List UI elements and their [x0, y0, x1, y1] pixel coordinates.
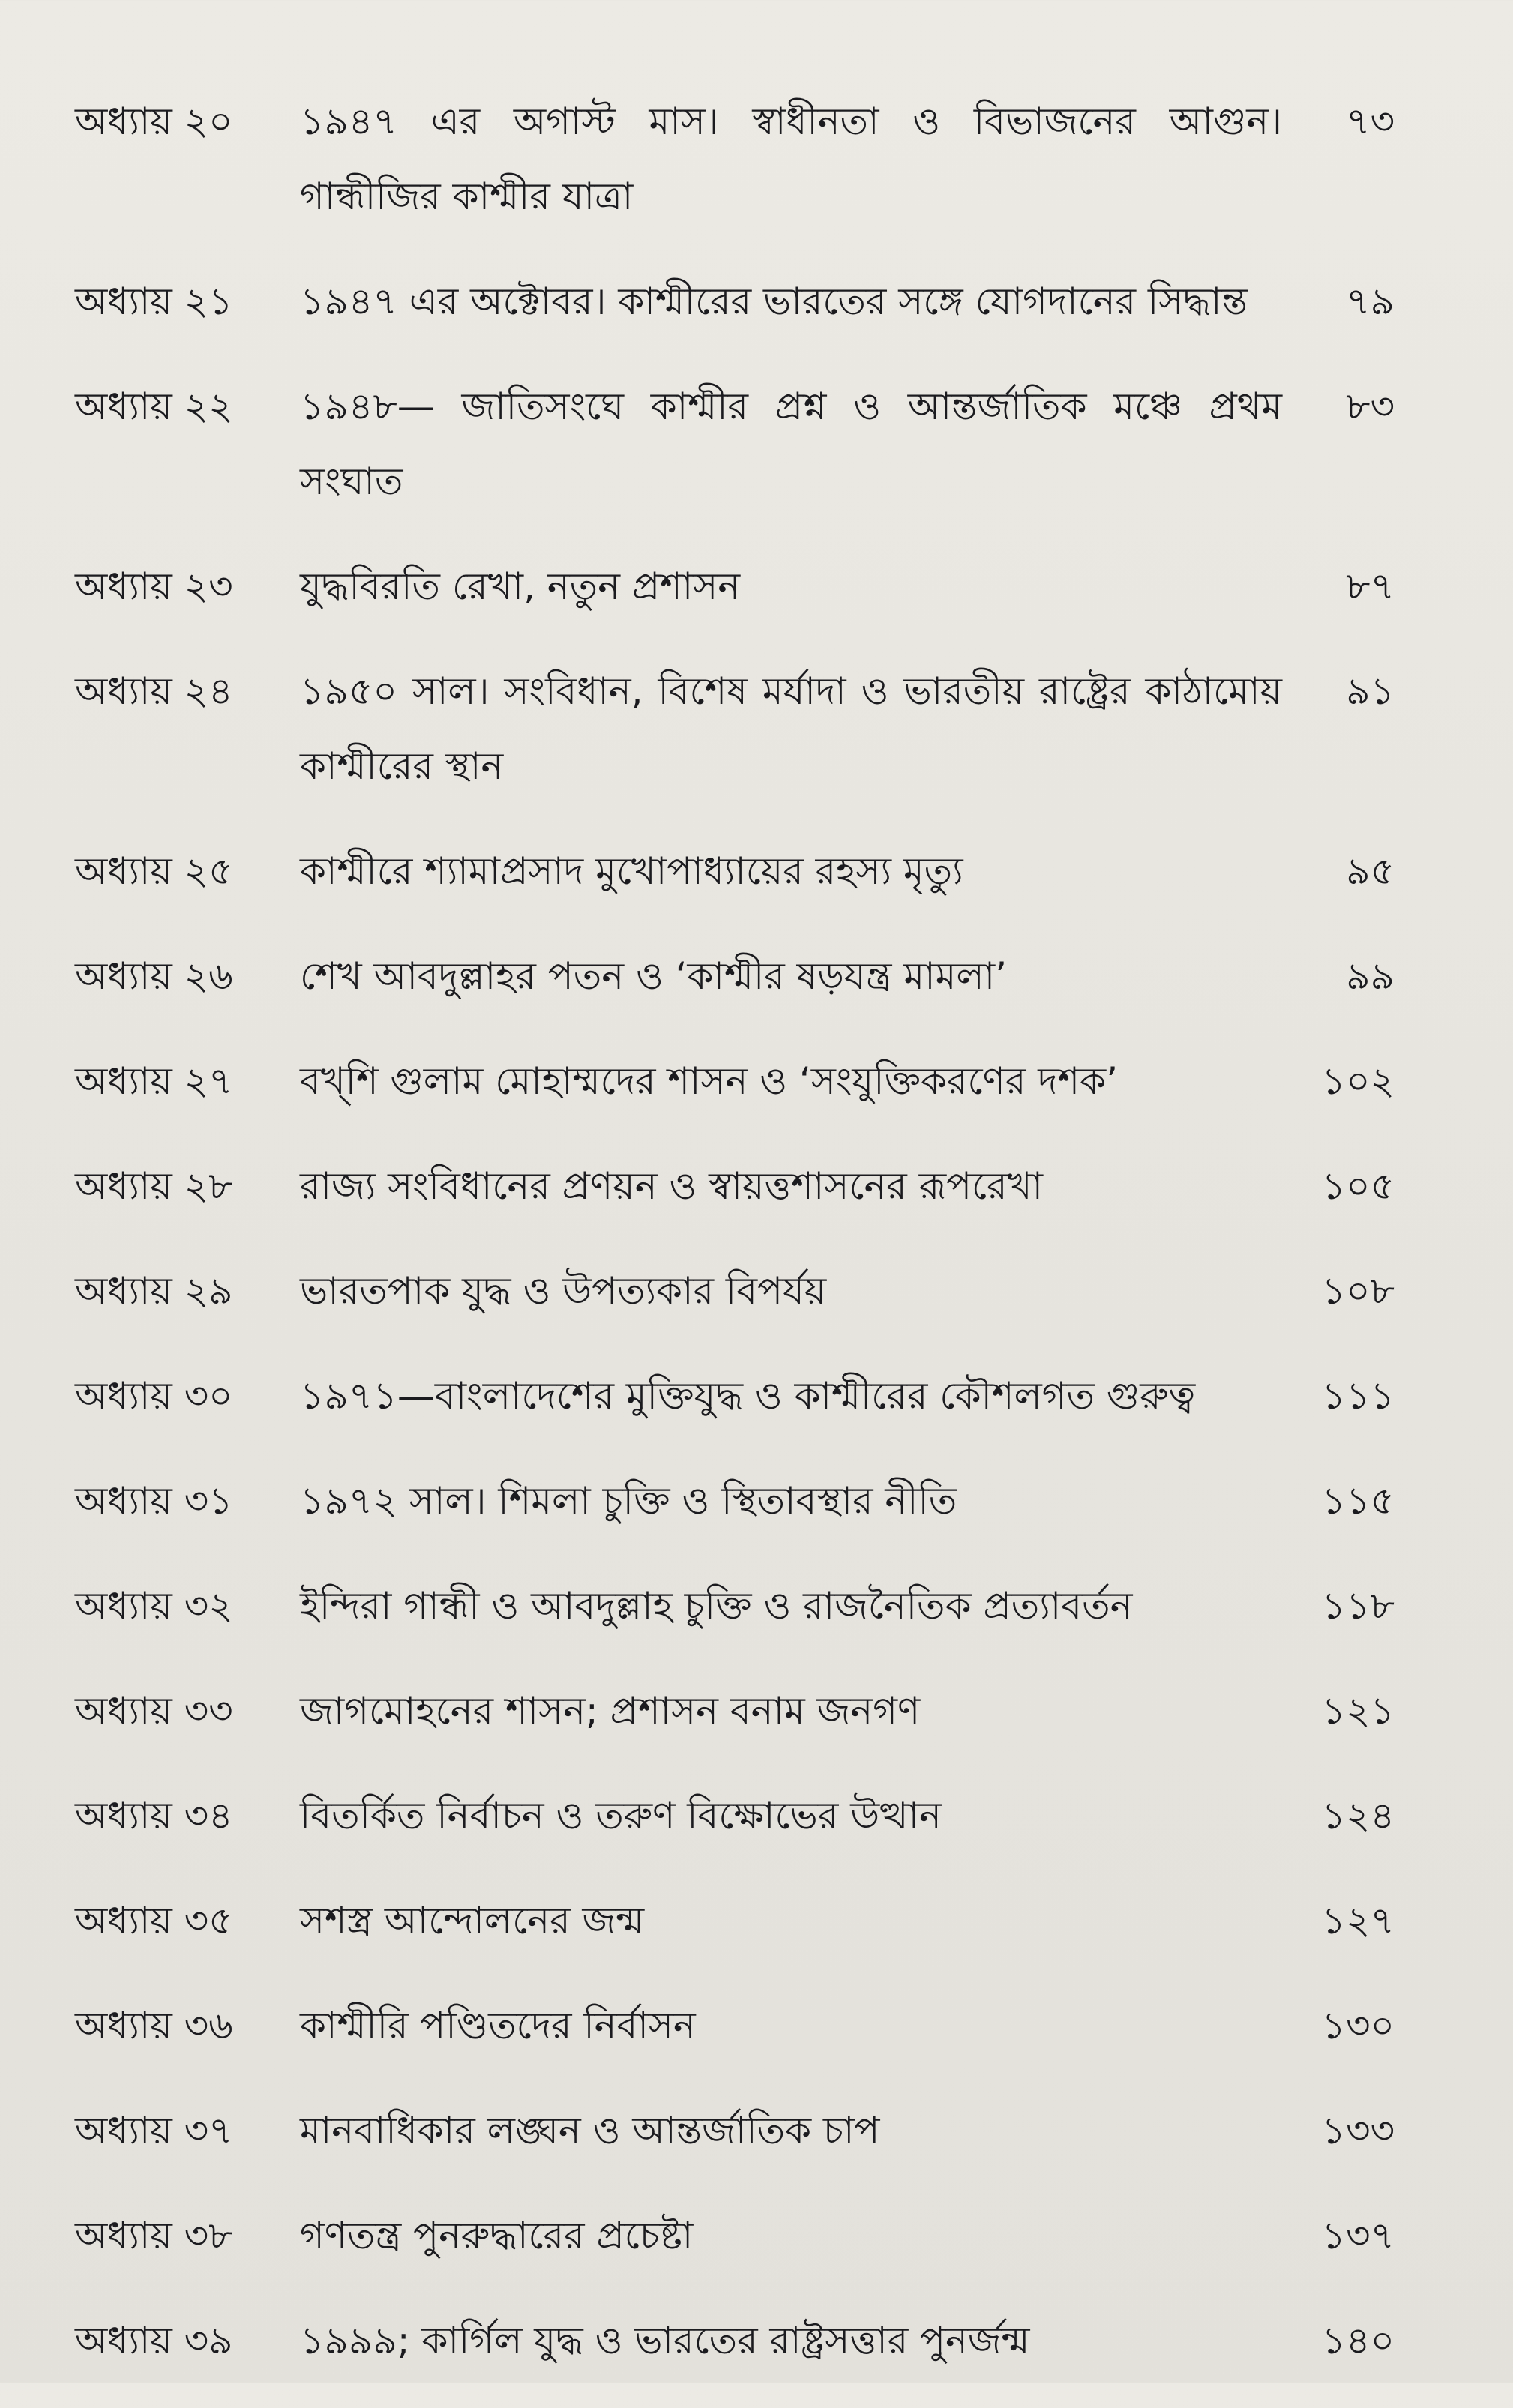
- chapter-number: অধ্যায় ৩৭: [75, 2109, 233, 2152]
- page-number: ৯১: [1346, 669, 1395, 713]
- chapter-number: অধ্যায় ২৪: [75, 669, 233, 713]
- toc-entry: [75, 1883, 1395, 1958]
- page-number: ১৩৭: [1321, 2214, 1395, 2257]
- toc-entry: [75, 264, 1395, 339]
- page-number: ১২৭: [1321, 1899, 1395, 1942]
- toc-entry: [75, 1253, 1395, 1328]
- chapter-number: অধ্যায় ২২: [75, 385, 233, 428]
- chapter-number: অধ্যায় ৩০: [75, 1374, 233, 1418]
- chapter-number: অধ্যায় ৩১: [75, 1479, 233, 1523]
- chapter-title: জাগমোহনের শাসন; প্রশাসন বনাম জনগণ: [300, 1689, 921, 1733]
- chapter-number: অধ্যায় ৩৬: [75, 2004, 233, 2047]
- chapter-number: অধ্যায় ২১: [75, 280, 233, 323]
- page-number: ৮৭: [1346, 565, 1395, 608]
- chapter-title: কাশ্মীরি পণ্ডিতদের নির্বাসন: [300, 2004, 696, 2047]
- page-number: ১০৫: [1321, 1164, 1395, 1208]
- toc-entry: [75, 1778, 1395, 1853]
- page-number: ৮৩: [1346, 385, 1395, 428]
- toc-entry: [75, 84, 1395, 234]
- page-number: ১৩০: [1321, 2004, 1395, 2047]
- toc-entry: [75, 1149, 1395, 1223]
- chapter-title: বিতর্কিত নির্বাচন ও তরুণ বিক্ষোভের উত্থান: [300, 1794, 942, 1837]
- chapter-title: গণতন্ত্র পুনরুদ্ধারের প্রচেষ্টা: [300, 2214, 694, 2257]
- chapter-number: অধ্যায় ৩৪: [75, 1794, 233, 1837]
- chapter-title: ১৯৪৭ এর অগাস্ট মাস। স্বাধীনতা ও বিভাজনের আগুন। গান্ধীজির কাশ্মীর যাত্রা: [300, 100, 1282, 218]
- chapter-number: অধ্যায় ৩৫: [75, 1899, 233, 1942]
- chapter-title: ভারতপাক যুদ্ধ ও উপত্যকার বিপর্যয়: [300, 1269, 827, 1313]
- toc-entry: [75, 1568, 1395, 1643]
- page-number: ১০৮: [1321, 1269, 1395, 1313]
- chapter-title: কাশ্মীরে শ্যামাপ্রসাদ মুখোপাধ্যায়ের রহস্য মৃত্যু: [300, 849, 963, 893]
- toc-entry: [75, 2093, 1395, 2168]
- toc-entry: [75, 1463, 1395, 1538]
- chapter-number: অধ্যায় ২৩: [75, 565, 233, 608]
- page-number: ১১১: [1321, 1374, 1395, 1418]
- chapter-title: মানবাধিকার লঙ্ঘন ও আন্তর্জাতিক চাপ: [300, 2109, 880, 2152]
- page-number: ৭৯: [1346, 280, 1395, 323]
- page-number: ১২৪: [1321, 1794, 1395, 1837]
- page-number: ১১৮: [1321, 1584, 1395, 1628]
- toc-entry: [75, 834, 1395, 909]
- toc-entry: [75, 654, 1395, 804]
- toc-entry: [75, 939, 1395, 1014]
- toc-entry: [75, 549, 1395, 624]
- chapter-title: ইন্দিরা গান্ধী ও আবদুল্লাহ চুক্তি ও রাজনৈতিক প্রত্যাবর্তন: [300, 1584, 1133, 1628]
- chapter-number: অধ্যায় ২৯: [75, 1269, 233, 1313]
- chapter-title: সশস্ত্র আন্দোলনের জন্ম: [300, 1899, 645, 1942]
- page-number: ১৪০: [1321, 2319, 1395, 2362]
- chapter-title: ১৯৪৭ এর অক্টোবর। কাশ্মীরের ভারতের সঙ্গে যোগদানের সিদ্ধান্ত: [300, 280, 1248, 323]
- table-of-contents: [75, 84, 1395, 2408]
- chapter-number: অধ্যায় ২০: [75, 100, 233, 143]
- chapter-title: ১৯৯৯; কার্গিল যুদ্ধ ও ভারতের রাষ্ট্রসত্তার পুনর্জন্ম: [300, 2319, 1030, 2362]
- chapter-title: যুদ্ধবিরতি রেখা, নতুন প্রশাসন: [300, 565, 741, 608]
- chapter-number: অধ্যায় ২৫: [75, 849, 233, 893]
- toc-entry: [75, 1044, 1395, 1119]
- page-number: ৯৯: [1346, 954, 1395, 998]
- toc-entry: [75, 369, 1395, 519]
- page-number: ১২১: [1321, 1689, 1395, 1733]
- chapter-number: অধ্যায় ২৭: [75, 1059, 233, 1103]
- chapter-number: অধ্যায় ৩৮: [75, 2214, 233, 2257]
- chapter-title: ১৯৭১—বাংলাদেশের মুক্তিযুদ্ধ ও কাশ্মীরের কৌশলগত গুরুত্ব: [300, 1374, 1196, 1418]
- chapter-title: বখ্‌শি গুলাম মোহাম্মদের শাসন ও ‘সংযুক্তিকরণের দশক’: [300, 1059, 1118, 1103]
- page-number: ৭৩: [1345, 100, 1395, 143]
- chapter-number: অধ্যায় ২৬: [75, 954, 233, 998]
- toc-entry: [75, 2198, 1395, 2273]
- chapter-number: অধ্যায় ৩৩: [75, 1689, 233, 1733]
- page-number: ১৩৩: [1321, 2109, 1395, 2152]
- page-number: ১০২: [1321, 1059, 1395, 1103]
- chapter-title: রাজ্য সংবিধানের প্রণয়ন ও স্বায়ত্তশাসনের রূপরেখা: [300, 1164, 1043, 1208]
- chapter-title: শেখ আবদুল্লাহর পতন ও ‘কাশ্মীর ষড়যন্ত্র মামলা’: [300, 954, 1008, 998]
- chapter-title: ১৯৭২ সাল। শিমলা চুক্তি ও স্থিতাবস্থার নীতি: [300, 1479, 957, 1523]
- page-number: ৯৫: [1346, 849, 1395, 893]
- chapter-number: অধ্যায় ৩২: [75, 1584, 233, 1628]
- chapter-title: ১৯৫০ সাল। সংবিধান, বিশেষ মর্যাদা ও ভারতীয় রাষ্ট্রের কাঠামোয় কাশ্মীরের স্থান: [300, 669, 1282, 788]
- page-number: ১১৫: [1321, 1479, 1395, 1523]
- chapter-number: অধ্যায় ২৮: [75, 1164, 233, 1208]
- toc-entry: [75, 1988, 1395, 2063]
- toc-entry: [75, 1673, 1395, 1748]
- toc-entry: [75, 1358, 1395, 1433]
- toc-entry: [75, 2303, 1395, 2378]
- chapter-title: ১৯৪৮— জাতিসংঘে কাশ্মীর প্রশ্ন ও আন্তর্জাতিক মঞ্চে প্রথম সংঘাত: [300, 385, 1282, 503]
- chapter-number: অধ্যায় ৩৯: [75, 2319, 233, 2362]
